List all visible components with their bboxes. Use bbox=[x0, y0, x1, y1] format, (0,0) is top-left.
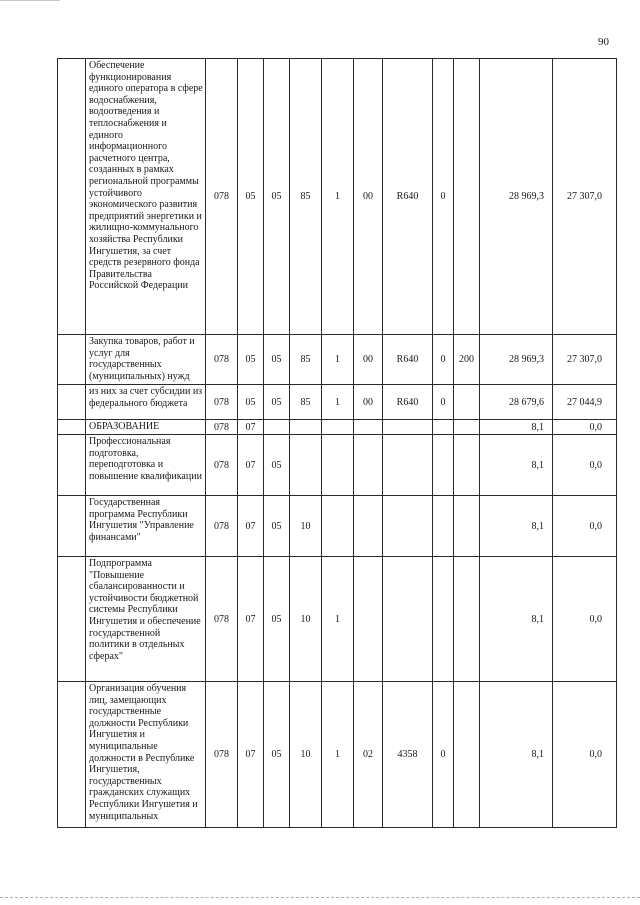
code-cell-c4 bbox=[290, 435, 322, 496]
code-cell-c7 bbox=[383, 420, 433, 435]
code-cell-c1: 078 bbox=[206, 682, 238, 828]
code-cell-c8 bbox=[433, 496, 454, 557]
code-cell-c6 bbox=[354, 435, 383, 496]
code-cell-c4: 10 bbox=[290, 557, 322, 682]
table-row bbox=[58, 557, 617, 682]
code-cell-c1: 078 bbox=[206, 385, 238, 420]
code-cell-c4: 85 bbox=[290, 335, 322, 385]
code-cell-c6 bbox=[354, 496, 383, 557]
code-cell-c9 bbox=[454, 682, 480, 828]
code-cell-c1: 078 bbox=[206, 496, 238, 557]
table-row bbox=[58, 385, 617, 420]
code-cell-c7 bbox=[383, 557, 433, 682]
row-margin-cell bbox=[58, 557, 86, 682]
table-row bbox=[58, 335, 617, 385]
code-cell-c5: 1 bbox=[322, 59, 354, 335]
row-margin-cell bbox=[58, 682, 86, 828]
row-margin-cell bbox=[58, 435, 86, 496]
amount-cell-2: 27 307,0 bbox=[553, 335, 617, 385]
code-cell-c2: 05 bbox=[238, 335, 264, 385]
code-cell-c1: 078 bbox=[206, 557, 238, 682]
code-cell-c2: 07 bbox=[238, 557, 264, 682]
code-cell-c9 bbox=[454, 385, 480, 420]
code-cell-c8 bbox=[433, 420, 454, 435]
row-name: ОБРАЗОВАНИЕ bbox=[86, 420, 206, 435]
code-cell-c6: 02 bbox=[354, 682, 383, 828]
table-row bbox=[58, 682, 617, 828]
code-cell-c9 bbox=[454, 435, 480, 496]
amount-cell-1: 28 969,3 bbox=[480, 59, 553, 335]
amount-cell-1: 28 679,6 bbox=[480, 385, 553, 420]
code-cell-c7: R640 bbox=[383, 59, 433, 335]
code-cell-c4 bbox=[290, 420, 322, 435]
code-cell-c5: 1 bbox=[322, 682, 354, 828]
row-name: Закупка товаров, работ и услуг для государственных (муниципальных) нужд bbox=[86, 335, 206, 385]
code-cell-c8 bbox=[433, 557, 454, 682]
code-cell-c8 bbox=[433, 435, 454, 496]
amount-cell-2: 27 044,9 bbox=[553, 385, 617, 420]
code-cell-c2: 05 bbox=[238, 385, 264, 420]
row-name: Государственная программа Республики Ингушетия "Управление финансами" bbox=[86, 496, 206, 557]
amount-cell-2: 0,0 bbox=[553, 435, 617, 496]
code-cell-c3: 05 bbox=[264, 385, 290, 420]
code-cell-c6 bbox=[354, 557, 383, 682]
scan-bottom-edge bbox=[0, 897, 640, 898]
row-margin-cell bbox=[58, 385, 86, 420]
code-cell-c6 bbox=[354, 420, 383, 435]
code-cell-c1: 078 bbox=[206, 435, 238, 496]
row-margin-cell bbox=[58, 335, 86, 385]
row-name: Профессиональная подготовка, переподготовка и повышение квалификации bbox=[86, 435, 206, 496]
row-name: из них за счет субсидии из федерального бюджета bbox=[86, 385, 206, 420]
amount-cell-1: 8,1 bbox=[480, 557, 553, 682]
row-margin-cell bbox=[58, 420, 86, 435]
code-cell-c6: 00 bbox=[354, 335, 383, 385]
row-margin-cell bbox=[58, 59, 86, 335]
code-cell-c9: 200 bbox=[454, 335, 480, 385]
code-cell-c5 bbox=[322, 496, 354, 557]
code-cell-c5: 1 bbox=[322, 385, 354, 420]
code-cell-c7 bbox=[383, 496, 433, 557]
row-name: Организация обучения лиц, замещающих государственные должности Республики Ингушетия и муниципальные должности в Республике Ингушетия, государственных гражданских служащих Республики Ингушетия и муниципальных bbox=[86, 682, 206, 828]
code-cell-c2: 07 bbox=[238, 496, 264, 557]
code-cell-c5: 1 bbox=[322, 557, 354, 682]
amount-cell-2: 0,0 bbox=[553, 557, 617, 682]
amount-cell-2: 0,0 bbox=[553, 496, 617, 557]
table-row bbox=[58, 59, 617, 335]
code-cell-c3: 05 bbox=[264, 335, 290, 385]
code-cell-c9 bbox=[454, 557, 480, 682]
amount-cell-1: 28 969,3 bbox=[480, 335, 553, 385]
code-cell-c2: 07 bbox=[238, 435, 264, 496]
code-cell-c3: 05 bbox=[264, 682, 290, 828]
code-cell-c6: 00 bbox=[354, 59, 383, 335]
scan-edge-line bbox=[0, 0, 60, 1]
amount-cell-1: 8,1 bbox=[480, 435, 553, 496]
code-cell-c8: 0 bbox=[433, 335, 454, 385]
row-name: Подпрограмма "Повышение сбалансированности и устойчивости бюджетной системы Республики Ингушетия и обеспечение государственной политики в отдельных сферах" bbox=[86, 557, 206, 682]
code-cell-c1: 078 bbox=[206, 335, 238, 385]
table-row bbox=[58, 435, 617, 496]
code-cell-c2: 07 bbox=[238, 420, 264, 435]
amount-cell-2: 0,0 bbox=[553, 420, 617, 435]
code-cell-c2: 05 bbox=[238, 59, 264, 335]
table-row bbox=[58, 496, 617, 557]
code-cell-c8: 0 bbox=[433, 682, 454, 828]
code-cell-c3: 05 bbox=[264, 59, 290, 335]
code-cell-c4: 85 bbox=[290, 59, 322, 335]
page-number: 90 bbox=[598, 36, 609, 48]
code-cell-c7: 4358 bbox=[383, 682, 433, 828]
code-cell-c9 bbox=[454, 59, 480, 335]
code-cell-c4: 10 bbox=[290, 682, 322, 828]
amount-cell-1: 8,1 bbox=[480, 420, 553, 435]
code-cell-c1: 078 bbox=[206, 59, 238, 335]
code-cell-c2: 07 bbox=[238, 682, 264, 828]
code-cell-c3 bbox=[264, 420, 290, 435]
code-cell-c9 bbox=[454, 496, 480, 557]
code-cell-c1: 078 bbox=[206, 420, 238, 435]
amount-cell-2: 0,0 bbox=[553, 682, 617, 828]
code-cell-c5 bbox=[322, 435, 354, 496]
code-cell-c4: 85 bbox=[290, 385, 322, 420]
table-row bbox=[58, 420, 617, 435]
code-cell-c3: 05 bbox=[264, 557, 290, 682]
budget-table bbox=[57, 58, 617, 828]
amount-cell-1: 8,1 bbox=[480, 682, 553, 828]
code-cell-c8: 0 bbox=[433, 59, 454, 335]
amount-cell-2: 27 307,0 bbox=[553, 59, 617, 335]
code-cell-c3: 05 bbox=[264, 496, 290, 557]
code-cell-c6: 00 bbox=[354, 385, 383, 420]
code-cell-c4: 10 bbox=[290, 496, 322, 557]
code-cell-c5: 1 bbox=[322, 335, 354, 385]
code-cell-c7 bbox=[383, 435, 433, 496]
code-cell-c3: 05 bbox=[264, 435, 290, 496]
code-cell-c5 bbox=[322, 420, 354, 435]
code-cell-c7: R640 bbox=[383, 385, 433, 420]
code-cell-c8: 0 bbox=[433, 385, 454, 420]
code-cell-c9 bbox=[454, 420, 480, 435]
code-cell-c7: R640 bbox=[383, 335, 433, 385]
row-name: Обеспечение функционирования единого оператора в сфере водоснабжения, водоотведения и теплоснабжения и единого информационного расчетного центра, созданных в рамках региональной программы устойчивого экономического развития предприятий энергетики и жилищно-коммунального хозяйства Республики Ингушетия, за счет средств резервного фонда Правительства Российской Федерации bbox=[86, 59, 206, 335]
row-margin-cell bbox=[58, 496, 86, 557]
amount-cell-1: 8,1 bbox=[480, 496, 553, 557]
